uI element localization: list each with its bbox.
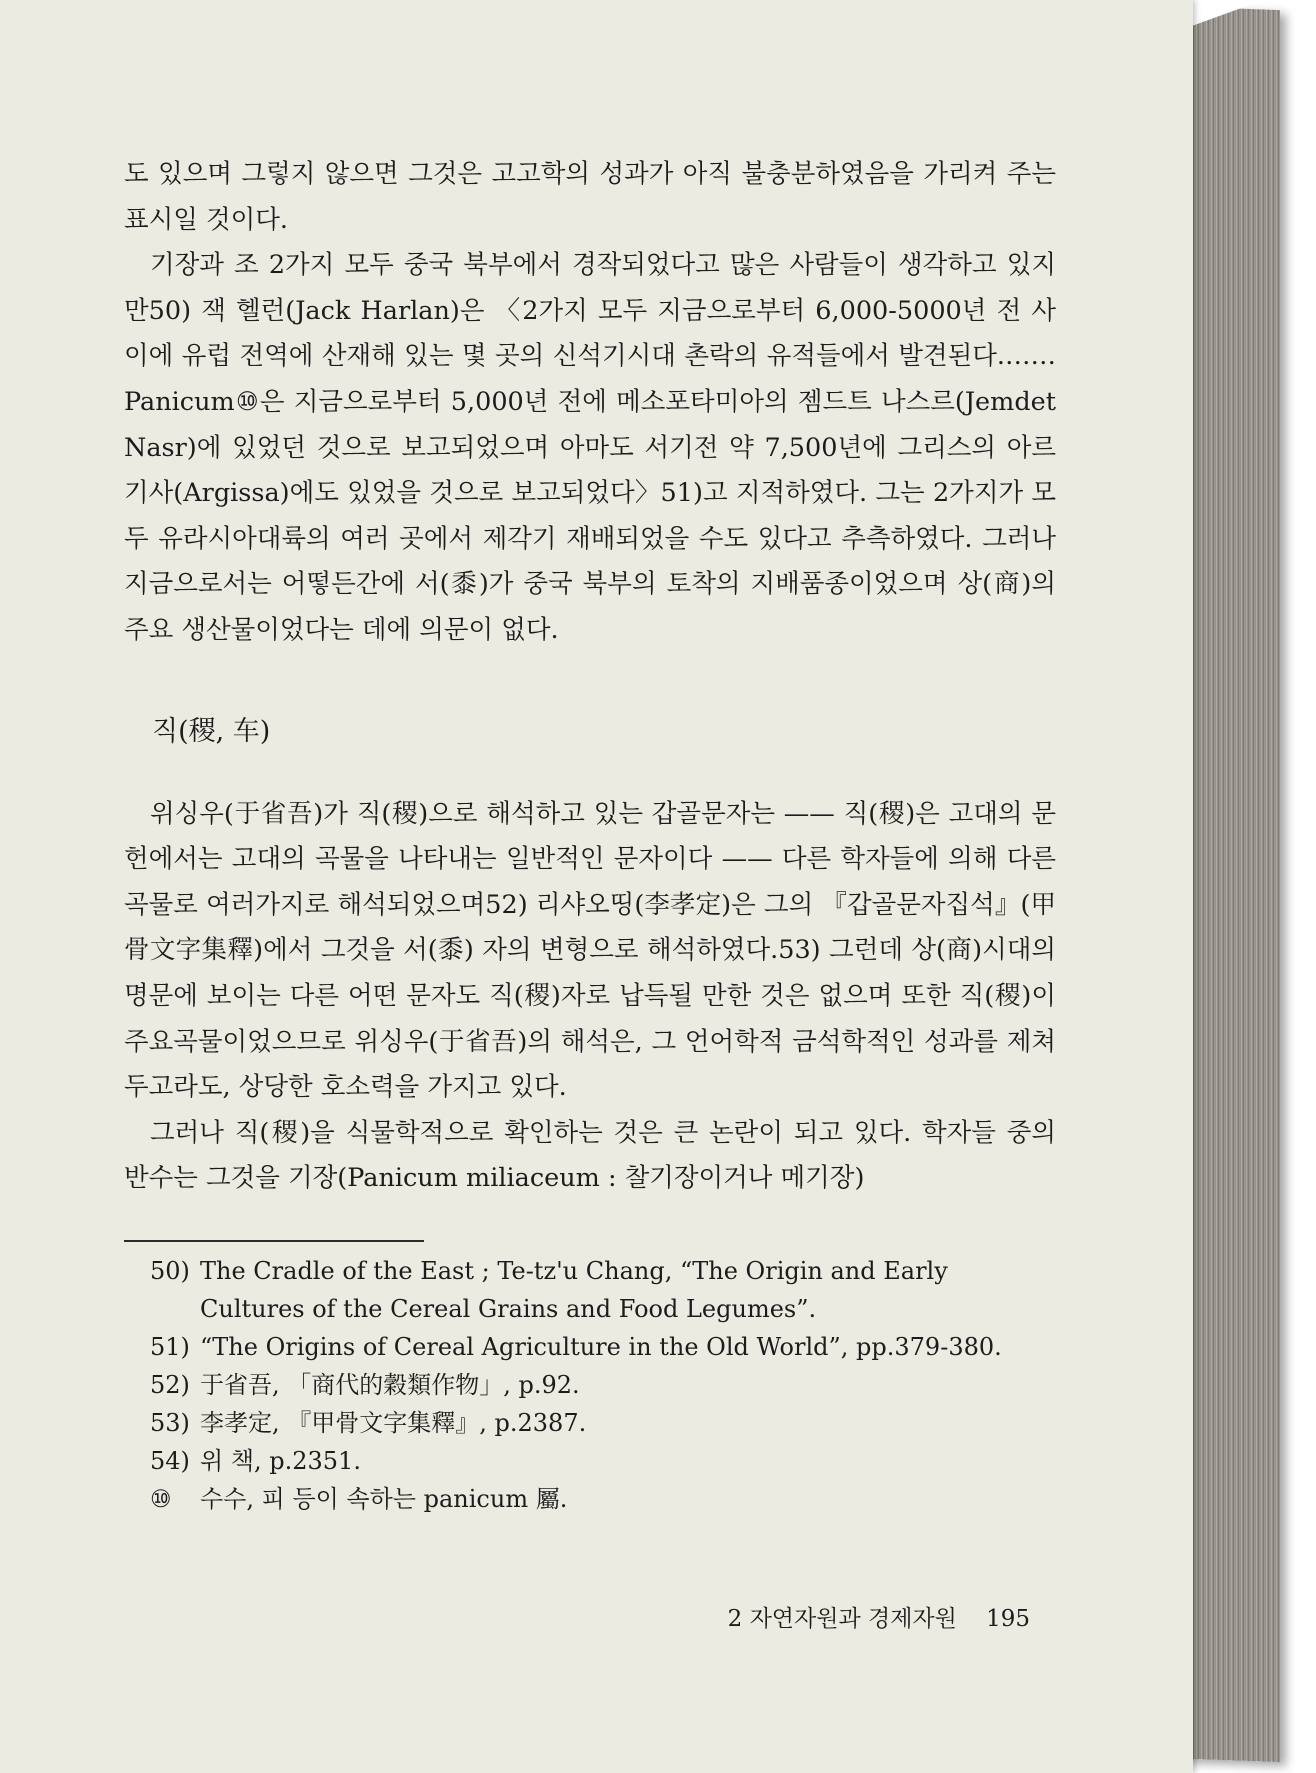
running-chapter-title: 2 자연자원과 경제자원 xyxy=(727,1606,957,1632)
footnote-text: “The Origins of Cereal Agriculture in the Old World”, pp.379-380. xyxy=(200,1332,1002,1361)
footnote-text: 수수, 피 등이 속하는 panicum 屬. xyxy=(200,1484,568,1513)
footnote-number: 53) xyxy=(150,1408,190,1437)
footnote-number: ⑩ xyxy=(150,1484,172,1513)
section-heading: 직(稷, ⻋) xyxy=(152,715,271,747)
footnote-translator xyxy=(124,1480,1056,1518)
page-number: 195 xyxy=(986,1606,1030,1632)
paragraph-1: 도 있으며 그렇지 않으면 그것은 고고학의 성과가 아직 불충분하였음을 가리켜 주는 표시일 것이다. xyxy=(124,159,1056,235)
footnote-number: 54) xyxy=(150,1446,190,1475)
footnote-rule xyxy=(124,1240,424,1242)
footnote-text: 위 책, p.2351. xyxy=(200,1446,361,1475)
footnote-51 xyxy=(124,1328,1056,1366)
footnote-text: The Cradle of the East ; Te-tz'u Chang, “The Origin and Early Cultures of the Cereal Grains and Food Legumes”. xyxy=(200,1256,948,1323)
footnote-50 xyxy=(124,1252,1056,1328)
footnote-text: 于省吾, 「商代的穀類作物」, p.92. xyxy=(200,1370,580,1399)
paragraph-2: 기장과 조 2가지 모두 중국 북부에서 경작되었다고 많은 사람들이 생각하고 있지만50) 잭 헬런(Jack Harlan)은 〈2가지 모두 지금으로부터 6,000-5000년 전 사이에 유럽 전역에 산재해 있는 몇 곳의 신석기시대 촌락의 유적들에서 발견된다.…… Panicum⑩은 지금으로부터 5,000년 전에 메소포타미아의 젬드트 나스르(Jemdet Nasr)에 있었던 것으로 보고되었으며 아마도 서기전 약 7,500년에 그리스의 아르기사(Argissa)에도 있었을 것으로 보고되었다〉51)고 지적하였다. 그는 2가지가 모두 유라시아대륙의 여러 곳에서 제각기 재배되었을 수도 있다고 추측하였다. 그러나 지금으로서는 어떻든간에 서(黍)가 중국 북부의 토착의 지배품종이었으며 상(商)의 주요 생산물이었다는 데에 의문이 없다. xyxy=(124,250,1056,645)
footnote-52 xyxy=(124,1366,1056,1404)
paragraph-4: 그러나 직(稷)을 식물학적으로 확인하는 것은 큰 논란이 되고 있다. 학자들 중의 반수는 그것을 기장(Panicum miliaceum : 찰기장이거나 메기장) xyxy=(124,1117,1056,1194)
footnote-53 xyxy=(124,1404,1056,1442)
footnote-number: 50) xyxy=(150,1256,190,1285)
footnote-number: 51) xyxy=(150,1332,190,1361)
footnote-text: 李孝定, 『甲骨文字集釋』, p.2387. xyxy=(200,1408,587,1437)
paragraph-3: 위싱우(于省吾)가 직(稷)으로 해석하고 있는 갑골문자는 —— 직(稷)은 고대의 문헌에서는 고대의 곡물을 나타내는 일반적인 문자이다 —— 다른 학자들에 의해 다른 곡물로 여러가지로 해석되었으며52) 리샤오띵(李孝定)은 그의 『갑골문자집석』(甲骨文字集釋)에서 그것을 서(黍) 자의 변형으로 해석하였다.53) 그런데 상(商)시대의 명문에 보이는 다른 어떤 문자도 직(稷)자로 납득될 만한 것은 없으며 또한 직(稷)이 주요곡물이었으므로 위싱우(于省吾)의 해석은, 그 언어학적 금석학적인 성과를 제쳐 두고라도, 상당한 호소력을 가지고 있다. xyxy=(124,798,1056,1103)
page-footer xyxy=(700,1600,1030,1633)
page-content xyxy=(124,152,1056,1518)
footnote-number: 52) xyxy=(150,1370,190,1399)
footnote-54 xyxy=(124,1442,1056,1480)
footnotes xyxy=(124,1252,1056,1518)
